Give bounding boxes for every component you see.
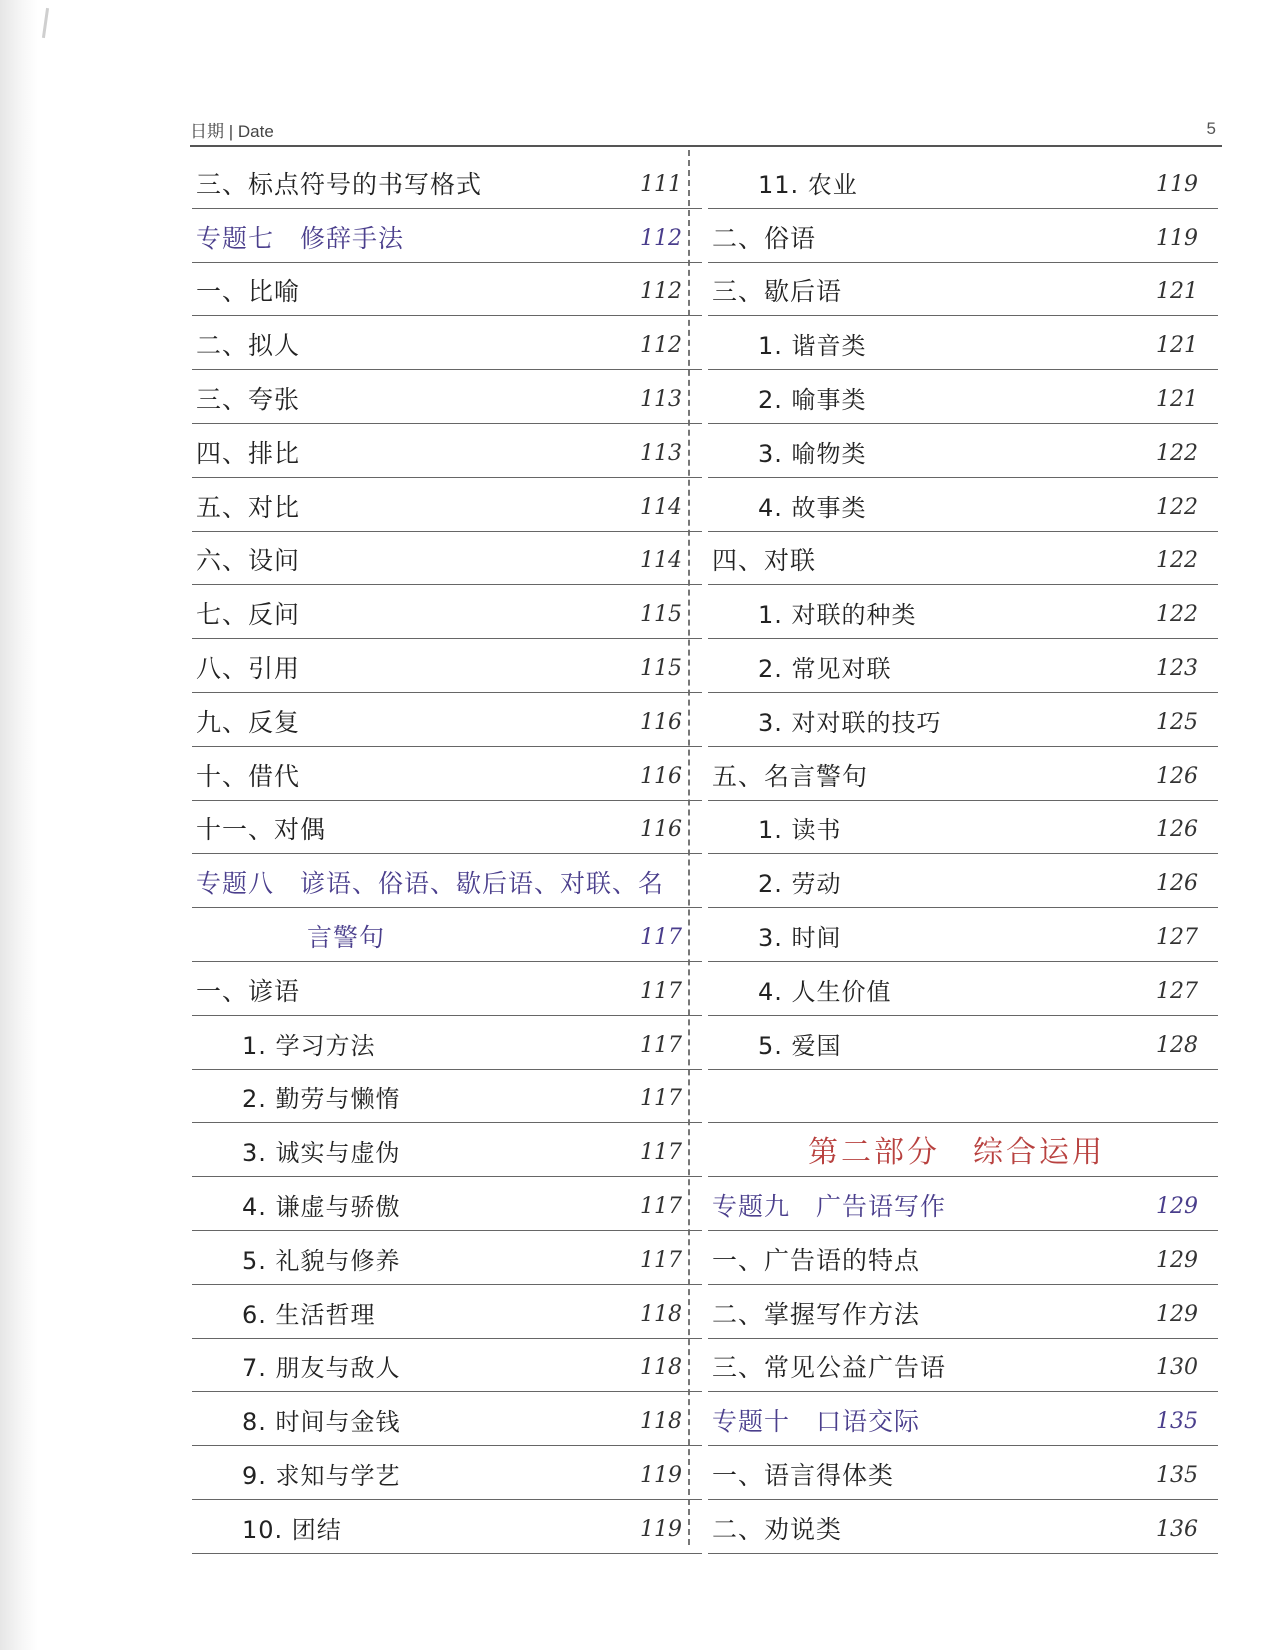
toc-entry-page: 136 <box>1156 1516 1198 1542</box>
toc-entry-page: 135 <box>1156 1409 1198 1435</box>
toc-entry-title: 第二部分 综合运用 <box>808 1135 1105 1171</box>
toc-entry-title: 3. 喻物类 <box>758 439 867 468</box>
toc-entry-title: 四、排比 <box>196 438 301 468</box>
toc-entry-page: 115 <box>640 655 682 681</box>
toc-entry-page: 121 <box>1156 279 1198 305</box>
toc-entry-title: 四、对联 <box>712 546 817 576</box>
toc-entry-page: 121 <box>1156 333 1198 359</box>
toc-entry-title: 一、比喻 <box>196 277 301 307</box>
toc-entry-title: 二、拟人 <box>196 331 301 361</box>
toc-entry-title: 二、掌握写作方法 <box>712 1299 921 1329</box>
toc-entry <box>192 1285 702 1339</box>
toc-entry-page: 114 <box>640 548 682 574</box>
scan-shadow-edge <box>0 0 38 1650</box>
toc-entry <box>708 1339 1218 1393</box>
toc-entry-page: 129 <box>1156 1301 1198 1327</box>
toc-entry-page: 111 <box>640 171 682 197</box>
toc-entry <box>192 478 702 532</box>
toc-entry-page: 117 <box>640 1032 682 1058</box>
toc-entry <box>192 370 702 424</box>
toc-entry <box>192 532 702 586</box>
toc-entry <box>708 801 1218 855</box>
toc-entry-page: 118 <box>640 1355 682 1381</box>
toc-entry-page: 112 <box>640 225 682 251</box>
toc-entry-title: 3. 诚实与虚伪 <box>242 1139 401 1168</box>
toc-entry-page: 126 <box>1156 871 1198 897</box>
toc-entry-page: 119 <box>640 1462 682 1488</box>
toc-entry-page: 117 <box>640 1247 682 1273</box>
toc-entry-page: 117 <box>640 1193 682 1219</box>
toc-entry-title: 六、设问 <box>196 546 301 576</box>
toc-entry <box>708 532 1218 586</box>
toc-entry <box>708 209 1218 263</box>
toc-entry-page: 121 <box>1156 386 1198 412</box>
toc-entry-page: 118 <box>640 1301 682 1327</box>
toc-entry <box>192 316 702 370</box>
toc-entry <box>708 1070 1218 1124</box>
toc-entry <box>192 585 702 639</box>
toc-topic-entry <box>192 854 702 908</box>
toc-entry-title: 8. 时间与金钱 <box>242 1408 401 1437</box>
toc-entry-page: 126 <box>1156 763 1198 789</box>
toc-entry-page: 116 <box>640 763 682 789</box>
toc-entry-title: 专题九 广告语写作 <box>712 1191 947 1221</box>
toc-entry-title: 4. 人生价值 <box>758 977 892 1006</box>
toc-entry-page: 117 <box>640 1086 682 1112</box>
toc-topic-entry <box>708 1177 1218 1231</box>
toc-entry-title: 专题七 修辞手法 <box>196 223 405 253</box>
toc-entry-title: 七、反问 <box>196 600 301 630</box>
toc-entry-title: 十一、对偶 <box>196 815 327 845</box>
toc-entry-title: 十、借代 <box>196 761 301 791</box>
toc-entry-title: 1. 对联的种类 <box>758 601 917 630</box>
toc-entry <box>708 747 1218 801</box>
toc-entry <box>708 1016 1218 1070</box>
toc-entry <box>192 263 702 317</box>
toc-entry-title: 7. 朋友与敌人 <box>242 1354 401 1383</box>
toc-entry-title: 专题八 谚语、俗语、歇后语、对联、名 <box>196 869 665 899</box>
toc-entry <box>708 478 1218 532</box>
toc-entry-page: 117 <box>640 978 682 1004</box>
toc-entry-title: 五、对比 <box>196 492 301 522</box>
toc-entry-page: 113 <box>640 386 682 412</box>
toc-entry <box>192 639 702 693</box>
toc-entry-title: 5. 爱国 <box>758 1031 842 1060</box>
toc-entry-page: 130 <box>1156 1355 1198 1381</box>
toc-entry-title: 八、引用 <box>196 653 301 683</box>
toc-entry <box>708 1446 1218 1500</box>
toc-entry <box>708 962 1218 1016</box>
toc-entry <box>708 693 1218 747</box>
date-label: 日期 | Date <box>190 122 274 141</box>
toc-entry-title: 九、反复 <box>196 707 301 737</box>
toc-entry-page: 119 <box>1156 171 1198 197</box>
toc-entry <box>192 801 702 855</box>
toc-entry-title: 10. 团结 <box>242 1515 342 1544</box>
toc-entry-page: 112 <box>640 279 682 305</box>
toc-entry-page: 117 <box>640 1140 682 1166</box>
toc-entry-page: 122 <box>1156 494 1198 520</box>
toc-entry <box>708 585 1218 639</box>
toc-entry-page: 114 <box>640 494 682 520</box>
toc-topic-entry <box>192 209 702 263</box>
toc-entry <box>708 316 1218 370</box>
toc-entry <box>192 1446 702 1500</box>
toc-entry-title: 言警句 <box>307 922 386 952</box>
toc-entry-title: 3. 对对联的技巧 <box>758 708 942 737</box>
toc-entry-page: 119 <box>640 1516 682 1542</box>
toc-entry-title: 1. 谐音类 <box>758 332 867 361</box>
toc-entry <box>192 747 702 801</box>
toc-entry-page: 127 <box>1156 978 1198 1004</box>
toc-entry-title: 4. 谦虚与骄傲 <box>242 1192 401 1221</box>
toc-entry-title: 五、名言警句 <box>712 761 869 791</box>
toc-entry-page: 115 <box>640 602 682 628</box>
scan-mark <box>42 8 49 38</box>
toc-entry <box>708 854 1218 908</box>
toc-entry-page: 117 <box>640 924 682 950</box>
toc-right-column <box>708 155 1218 1554</box>
toc-entry-title: 1. 读书 <box>758 816 842 845</box>
toc-left-column <box>192 155 702 1554</box>
toc-entry <box>708 639 1218 693</box>
toc-entry <box>708 1231 1218 1285</box>
toc-entry-page: 127 <box>1156 924 1198 950</box>
toc-entry-page: 125 <box>1156 709 1198 735</box>
toc-entry <box>192 1123 702 1177</box>
toc-entry-title: 9. 求知与学艺 <box>242 1461 401 1490</box>
toc-entry-page: 119 <box>1156 225 1198 251</box>
toc-entry <box>192 1500 702 1554</box>
toc-entry-title: 三、常见公益广告语 <box>712 1353 947 1383</box>
toc-entry <box>192 1392 702 1446</box>
toc-entry <box>708 370 1218 424</box>
toc-entry <box>192 1339 702 1393</box>
toc-entry-page: 123 <box>1156 655 1198 681</box>
toc-entry <box>192 424 702 478</box>
toc-entry-page: 112 <box>640 333 682 359</box>
toc-entry <box>192 155 702 209</box>
toc-entry-title: 5. 礼貌与修养 <box>242 1246 401 1275</box>
toc-entry <box>708 908 1218 962</box>
page-number: 5 <box>1206 119 1216 138</box>
toc-entry <box>192 1231 702 1285</box>
toc-entry-title: 2. 勤劳与懒惰 <box>242 1085 401 1114</box>
toc-entry-page: 116 <box>640 817 682 843</box>
toc-entry-title: 3. 时间 <box>758 923 842 952</box>
toc-entry-title: 一、语言得体类 <box>712 1460 895 1490</box>
toc-entry-title: 4. 故事类 <box>758 493 867 522</box>
toc-entry-title: 三、夸张 <box>196 384 301 414</box>
toc-entry-title: 2. 劳动 <box>758 870 842 899</box>
toc-entry-title: 三、歇后语 <box>712 277 843 307</box>
toc-entry-title: 11. 农业 <box>758 170 858 199</box>
toc-entry <box>192 1016 702 1070</box>
toc-topic-entry <box>192 908 702 962</box>
toc-entry <box>192 1177 702 1231</box>
toc-entry-title: 二、劝说类 <box>712 1514 843 1544</box>
toc-entry-page: 113 <box>640 440 682 466</box>
toc-entry-title: 二、俗语 <box>712 223 817 253</box>
toc-entry-page: 128 <box>1156 1032 1198 1058</box>
toc-entry-page: 126 <box>1156 817 1198 843</box>
page-header <box>190 115 1222 147</box>
toc-entry-title: 2. 常见对联 <box>758 654 892 683</box>
toc-entry-title: 专题十 口语交际 <box>712 1407 921 1437</box>
toc-entry <box>708 155 1218 209</box>
toc-entry-page: 129 <box>1156 1247 1198 1273</box>
toc-entry-page: 129 <box>1156 1193 1198 1219</box>
toc-topic-entry <box>708 1392 1218 1446</box>
toc-entry-page: 122 <box>1156 548 1198 574</box>
part-heading <box>708 1123 1218 1177</box>
toc-entry-title: 2. 喻事类 <box>758 385 867 414</box>
toc-entry-page: 122 <box>1156 602 1198 628</box>
toc-entry-title: 1. 学习方法 <box>242 1031 376 1060</box>
toc-entry-title: 一、谚语 <box>196 976 301 1006</box>
toc-entry-title: 三、标点符号的书写格式 <box>196 169 483 199</box>
toc-entry-page: 116 <box>640 709 682 735</box>
toc-entry <box>192 1070 702 1124</box>
toc-entry-page: 122 <box>1156 440 1198 466</box>
toc-entry <box>192 693 702 747</box>
toc-entry <box>192 962 702 1016</box>
toc-entry <box>708 1285 1218 1339</box>
toc-entry <box>708 424 1218 478</box>
toc-entry-title: 6. 生活哲理 <box>242 1300 376 1329</box>
toc-entry-page: 135 <box>1156 1462 1198 1488</box>
toc-entry <box>708 1500 1218 1554</box>
toc-entry-page: 118 <box>640 1409 682 1435</box>
toc-entry-title: 一、广告语的特点 <box>712 1245 921 1275</box>
toc-entry <box>708 263 1218 317</box>
